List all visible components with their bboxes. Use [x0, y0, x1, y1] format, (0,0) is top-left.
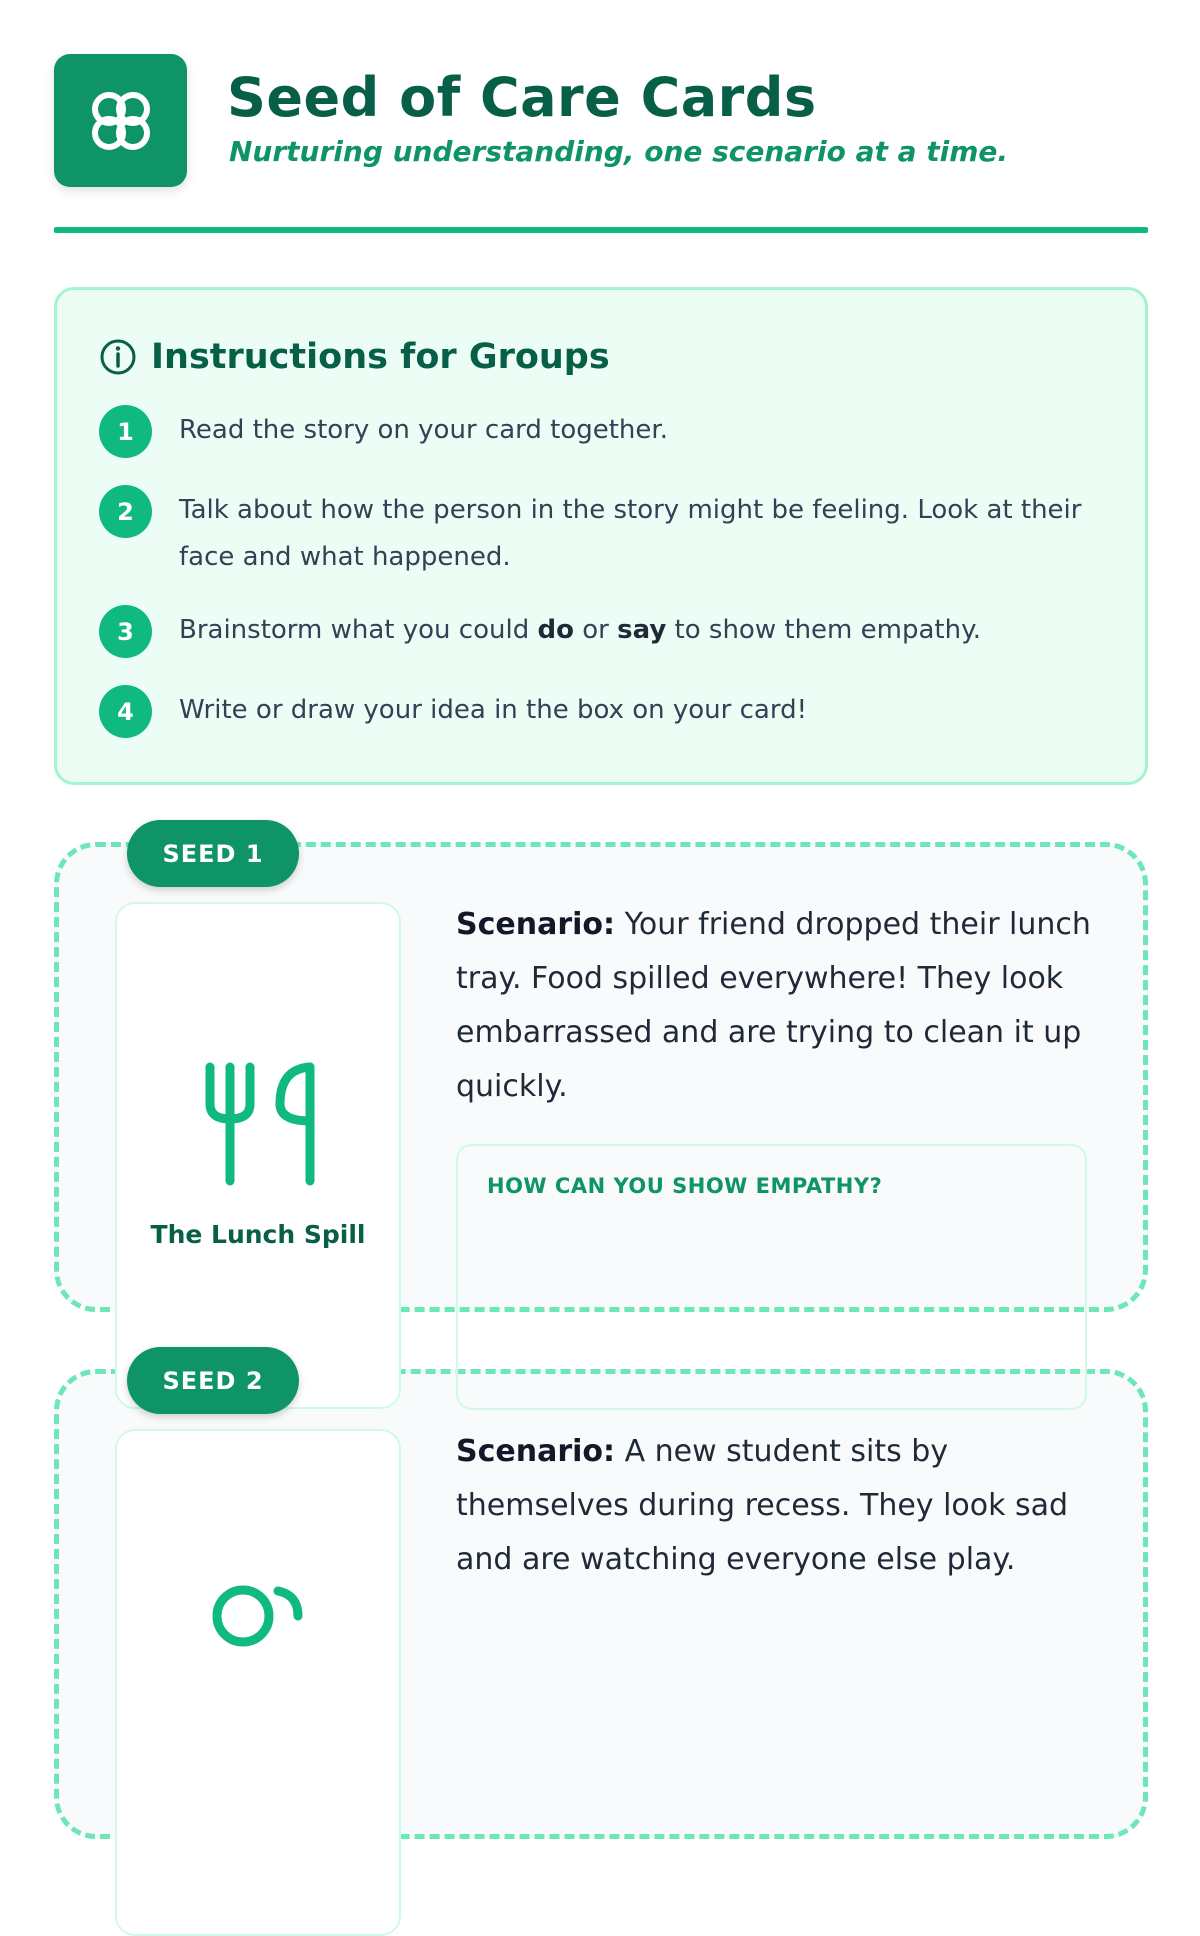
page-subtitle: Nurturing understanding, one scenario at a time. [229, 135, 1009, 168]
instructions-panel [54, 287, 1148, 785]
scenario-text: Scenario: Your friend dropped their lunch tray. Food spilled everywhere! They look embarrassed and are trying to clean it up quickly. [456, 907, 1091, 1104]
step-number: 2 [99, 485, 152, 538]
seed-badge: SEED 1 [127, 820, 299, 887]
empathy-answer-box[interactable] [456, 1144, 1087, 1410]
flower-icon [85, 85, 157, 157]
step-number: 3 [99, 605, 152, 658]
empathy-prompt: HOW CAN YOU SHOW EMPATHY? [487, 1174, 883, 1198]
logo [54, 54, 187, 187]
fork-spoon-icon [198, 1059, 318, 1189]
instructions-heading [99, 332, 610, 382]
scenario-text: Scenario: A new student sits by themselves during recess. They look sad and are watching everyone else play. [456, 1434, 1069, 1577]
person-icon [198, 1571, 318, 1651]
step-text: Talk about how the person in the story might be feeling. Look at their face and what happened. [179, 495, 1082, 572]
picture-card [115, 1429, 401, 1936]
page-title: Seed of Care Cards [227, 66, 817, 129]
header-divider [54, 227, 1148, 233]
step-number: 1 [99, 405, 152, 458]
step-text: Read the story on your card together. [179, 415, 668, 445]
picture-card [115, 902, 401, 1409]
step-text: Brainstorm what you could do or say to show them empathy. [179, 615, 982, 645]
card-title: The Lunch Spill [150, 1220, 366, 1249]
step-number: 4 [99, 685, 152, 738]
step-text: Write or draw your idea in the box on your card! [179, 695, 807, 725]
seed-badge: SEED 2 [127, 1347, 299, 1414]
instructions-heading-text: Instructions for Groups [151, 337, 610, 377]
info-icon [99, 338, 137, 376]
